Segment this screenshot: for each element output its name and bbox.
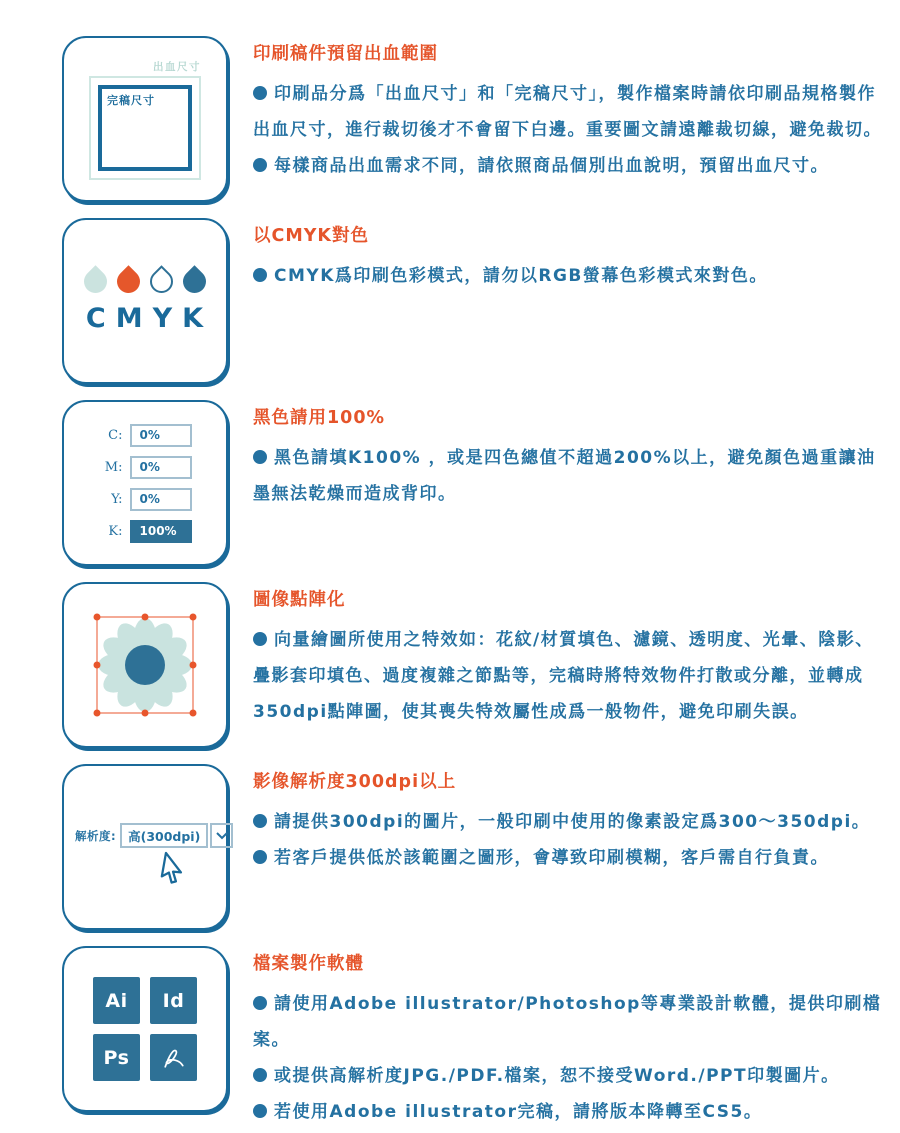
section-resolution-content [253,764,882,946]
bullet-text: CMYK爲印刷色彩模式，請勿以RGB螢幕色彩模式來對色。 [274,265,768,286]
section-cmyk-content [253,218,882,400]
cmyk-value-row [99,424,192,447]
bullet-text: 請使用Adobe illustrator/Photoshop等專業設計軟體，提供印刷檔案。 [253,993,882,1050]
section-rasterize [62,582,882,764]
bleed-diagram-box [62,36,228,202]
flower-selection-illustration [84,604,206,726]
section-bleed [62,36,882,218]
bullet-icon [253,996,267,1010]
magenta-field-label: M: [104,459,123,475]
bullet-text: 若使用Adobe illustrator完稿，請將版本降轉至CS5。 [274,1101,763,1122]
bullet-text: 黑色請填K100% ，或是四色總值不超過200%以上，避免顏色過重讓油墨無法乾燥而造成背印。 [253,447,876,504]
flower-icon-box [62,582,228,748]
adobe-apps-illustration [93,977,197,1081]
bullet-icon [253,850,267,864]
section-software-content [253,946,882,1128]
section-title: 印刷稿件預留出血範圍 [253,44,438,64]
resolution-icon-box [62,764,228,930]
bullet-item [253,1094,882,1130]
magenta-drop-icon [112,265,145,298]
section-black-100 [62,400,882,582]
dropdown-button [210,823,233,848]
resolution-row [75,823,233,848]
resolution-value-field: 高(300dpi) [120,823,208,848]
bleed-diagram [89,59,201,180]
bullet-icon [253,632,267,646]
cyan-value-field: 0% [130,424,192,447]
bullet-item [253,840,882,876]
indesign-icon: Id [150,977,197,1024]
section-resolution [62,764,882,946]
black-value-field: 100% [130,520,192,543]
black-drop-icon [178,265,211,298]
bullet-item [253,440,882,512]
bleed-size-label: 出血尺寸 [153,60,201,73]
cmyk-value-row [99,520,192,543]
resolution-label: 解析度: [75,828,117,843]
mouse-cursor-icon [154,851,189,890]
bullet-text: 每樣商品出血需求不同，請依照商品個別出血說明，預留出血尺寸。 [274,155,829,176]
yellow-value-field: 0% [130,488,192,511]
section-title: 檔案製作軟體 [253,954,364,974]
yellow-field-label: Y: [111,491,123,507]
cmyk-illustration [77,270,213,332]
cmyk-label: CMYK [85,303,214,334]
section-cmyk [62,218,882,400]
bullet-item [253,148,882,184]
bullet-icon [253,86,267,100]
trim-size-label: 完稿尺寸 [107,93,155,107]
bleed-size-rect [89,76,201,180]
cmyk-value-row [99,488,192,511]
trim-size-rect [98,85,192,171]
bullet-icon [253,1068,267,1082]
bullet-text: 向量繪圖所使用之特效如：花紋/材質填色、濾鏡、透明度、光暈、陰影、疊影套印填色、過度複雜之節點等，完稿時將特效物件打散或分離，並轉成350dpi點陣圖，使其喪失特效屬性成爲一般物件，避免印刷失誤。 [253,629,874,722]
yellow-drop-icon [145,265,178,298]
magenta-value-field: 0% [130,456,192,479]
black-field-label: K: [108,523,123,539]
photoshop-icon: Ps [93,1034,140,1081]
software-icon-box [62,946,228,1112]
bullet-text: 印刷品分爲「出血尺寸」和「完稿尺寸」，製作檔案時請依印刷品規格製作出血尺寸，進行裁切後才不會留下白邊。重要圖文請遠離裁切線，避免裁切。 [253,83,882,140]
cmyk-values-illustration [99,424,192,543]
bullet-item [253,1058,882,1094]
bullet-item [253,622,882,730]
section-bleed-content [253,36,882,218]
section-rasterize-content [253,582,882,764]
bullet-item [253,258,882,294]
illustrator-icon: Ai [93,977,140,1024]
bullet-item [253,804,882,840]
bullet-icon [253,158,267,172]
cyan-drop-icon [79,265,112,298]
bullet-icon [253,450,267,464]
bullet-icon [253,814,267,828]
cyan-field-label: C: [108,427,123,443]
cmyk-icon-box [62,218,228,384]
bullet-text: 若客戶提供低於該範圍之圖形，會導致印刷模糊，客戶需自行負責。 [274,847,829,868]
cmyk-value-row [99,456,192,479]
bullet-item [253,986,882,1058]
acrobat-icon [150,1034,197,1081]
bullet-icon [253,268,267,282]
bullet-item [253,76,882,148]
section-black-content [253,400,882,582]
section-title: 以CMYK對色 [253,226,369,246]
section-software [62,946,882,1128]
section-title: 影像解析度300dpi以上 [253,772,457,792]
cmyk-values-box [62,400,228,566]
resolution-dropdown-illustration [75,797,215,897]
bullet-icon [253,1104,267,1118]
bullet-text: 或提供高解析度JPG./PDF.檔案，恕不接受Word./PPT印製圖片。 [274,1065,840,1086]
section-title: 黑色請用100% [253,408,386,428]
bullet-text: 請提供300dpi的圖片，一般印刷中使用的像素設定爲300～350dpi。 [274,811,871,832]
section-title: 圖像點陣化 [253,590,346,610]
chevron-down-icon [216,832,228,840]
ink-drops [77,270,213,293]
acrobat-loop-glyph [160,1044,188,1072]
